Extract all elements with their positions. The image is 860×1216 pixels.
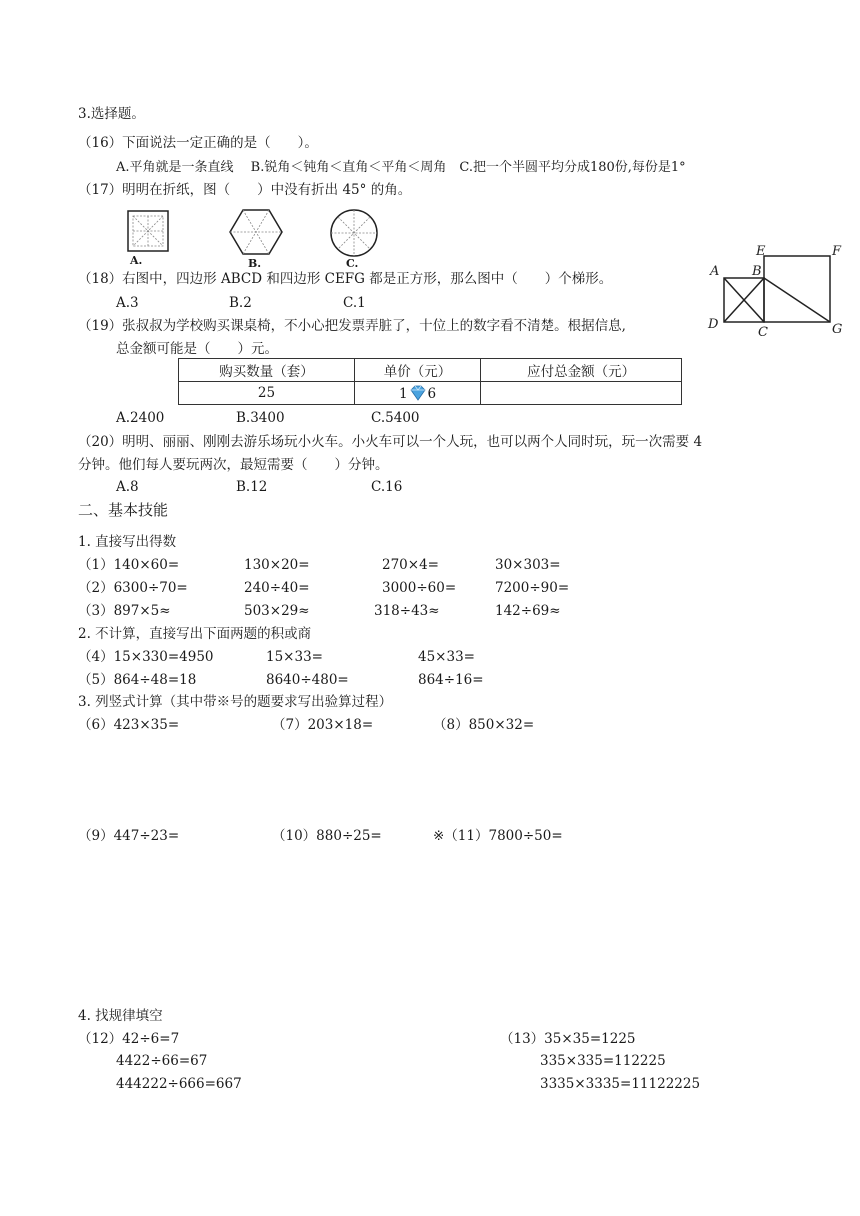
section-title: 3.选择题。: [78, 106, 145, 122]
q18-option-c: C.1: [343, 295, 366, 311]
calc-item: 30×303=: [495, 557, 561, 573]
s1-title: 1. 直接写出得数: [78, 534, 177, 550]
calc-item: 8640÷480=: [266, 672, 349, 688]
cell-qty: 25: [179, 382, 355, 405]
s2-title: 2. 不计算，直接写出下面两题的积或商: [78, 626, 312, 642]
q20-line-1: （20）明明、丽丽、刚刚去游乐场玩小火车。小火车可以一个人玩，也可以两个人同时玩，玩一次需要 4: [78, 434, 703, 450]
vertex-e: E: [756, 244, 766, 259]
calc-item: （8）850×32=: [433, 717, 535, 733]
calc-item: ※（11）7800÷50=: [433, 828, 563, 844]
fig-label-c: C.: [346, 257, 359, 270]
calc-item: 15×33=: [266, 649, 323, 665]
price-ones: 6: [427, 385, 437, 402]
calc-item: （10）880÷25=: [272, 828, 382, 844]
cell-price: [354, 382, 480, 405]
pattern-item: 444222÷666=667: [116, 1076, 242, 1092]
q19-stem-1: （19）张叔叔为学校购买课桌椅，不小心把发票弄脏了，十位上的数字看不清楚。根据信息,: [78, 318, 626, 334]
calc-item: 45×33=: [418, 649, 475, 665]
pattern-item: 3335×3335=11122225: [540, 1076, 701, 1092]
q18-option-b: B.2: [229, 295, 252, 311]
vertex-g: G: [832, 322, 843, 337]
calc-item: 240÷40=: [244, 580, 310, 596]
q19-option-b: B.3400: [236, 410, 285, 426]
q16-stem: （16）下面说法一定正确的是（ ）。: [78, 135, 318, 151]
folded-hexagon-icon: [229, 208, 283, 256]
q18-option-a: A.3: [116, 295, 139, 311]
price-hundreds: 1: [398, 385, 408, 402]
calc-item: 142÷69≈: [495, 603, 561, 619]
calc-item: 318÷43≈: [374, 603, 440, 619]
calc-item: （3）897×5≈: [78, 603, 171, 619]
pattern-item: 4422÷66=67: [116, 1053, 208, 1069]
calc-item: 270×4=: [382, 557, 439, 573]
q20-line-2: 分钟。他们每人要玩两次，最短需要（ ）分钟。: [78, 457, 389, 473]
cell-total: [481, 382, 682, 405]
vertex-d: D: [708, 317, 719, 332]
vertex-c: C: [758, 325, 768, 340]
q20-option-c: C.16: [371, 479, 403, 495]
vertex-a: A: [710, 264, 720, 279]
calc-item: 130×20=: [244, 557, 310, 573]
gem-icon: [408, 385, 428, 401]
calc-item: （4）15×330=4950: [78, 649, 214, 665]
squares-figure: [704, 240, 854, 340]
calc-item: （2）6300÷70=: [78, 580, 188, 596]
header-total: 应付总金额（元）: [481, 359, 682, 382]
s3-title: 3. 列竖式计算（其中带※号的题要求写出验算过程）: [78, 694, 393, 710]
calc-item: 7200÷90=: [495, 580, 570, 596]
pattern-item: （12）42÷6=7: [78, 1031, 180, 1047]
header-price: 单价（元）: [354, 359, 480, 382]
q18-stem: （18）右图中，四边形 ABCD 和四边形 CEFG 都是正方形，那么图中（ ）个梯形。: [78, 271, 613, 287]
q19-stem-2: 总金额可能是（ ）元。: [116, 341, 278, 357]
q20-option-b: B.12: [236, 479, 268, 495]
q16-options: A.平角就是一条直线 B.锐角＜钝角＜直角＜平角＜周角 C.把一个半圆平均分成180份,每份是1°: [116, 160, 686, 175]
vertex-f: F: [832, 244, 842, 259]
calc-item: 864÷16=: [418, 672, 484, 688]
calc-item: （5）864÷48=18: [78, 672, 197, 688]
q19-option-a: A.2400: [116, 410, 165, 426]
q19-option-c: C.5400: [371, 410, 420, 426]
part-title: 二、基本技能: [78, 501, 169, 519]
calc-item: （1）140×60=: [78, 557, 180, 573]
folded-circle-icon: [329, 208, 379, 258]
q20-option-a: A.8: [116, 479, 139, 495]
s4-title: 4. 找规律填空: [78, 1008, 163, 1024]
fig-label-b: B.: [248, 257, 262, 270]
calc-item: （7）203×18=: [272, 717, 374, 733]
calc-item: （6）423×35=: [78, 717, 180, 733]
calc-item: （9）447÷23=: [78, 828, 180, 844]
invoice-table: [178, 358, 682, 405]
q17-stem: （17）明明在折纸，图（ ）中没有折出 45° 的角。: [78, 182, 412, 198]
calc-item: 503×29≈: [244, 603, 310, 619]
folded-square-icon: [127, 210, 169, 252]
fig-label-a: A.: [130, 254, 143, 267]
calc-item: 3000÷60=: [382, 580, 457, 596]
pattern-item: （13）35×35=1225: [500, 1031, 636, 1047]
vertex-b: B: [752, 264, 762, 279]
header-qty: 购买数量（套）: [179, 359, 355, 382]
pattern-item: 335×335=112225: [540, 1053, 666, 1069]
